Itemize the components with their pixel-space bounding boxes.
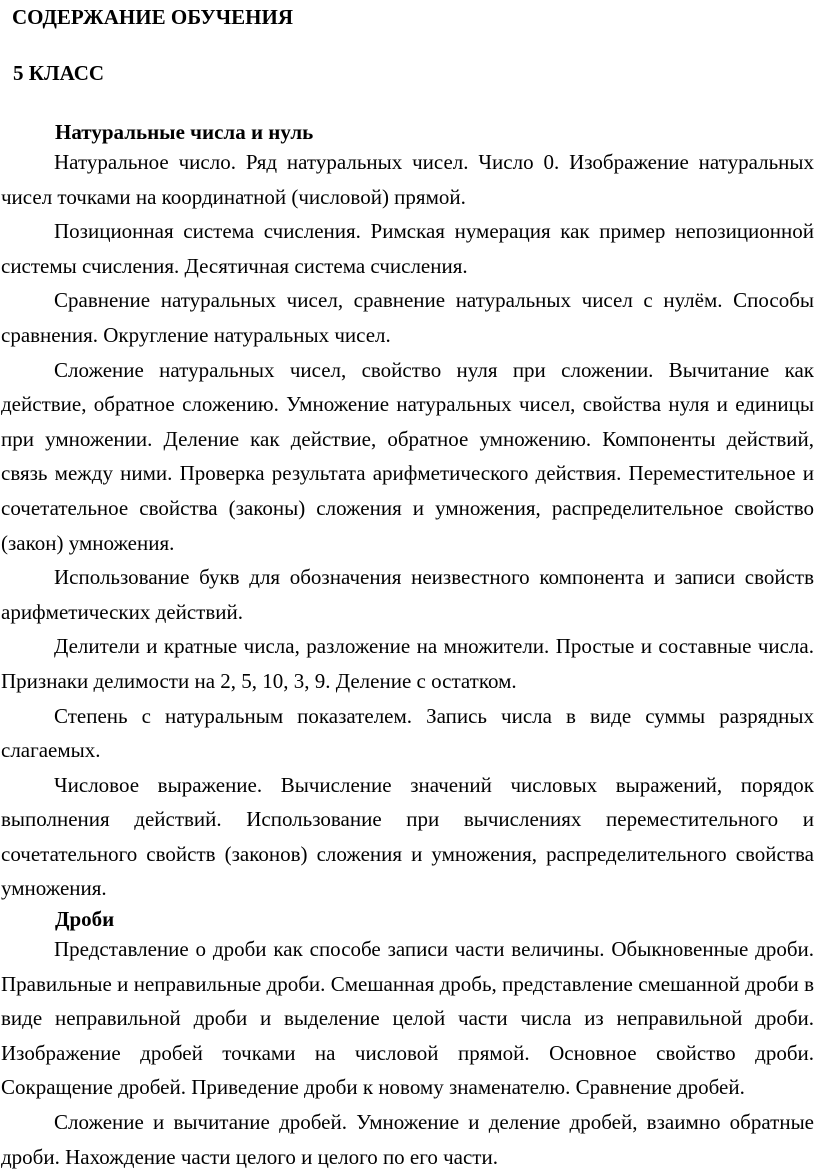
paragraph: Натуральное число. Ряд натуральных чисел. Число 0. Изображение натуральных чисел точками на координатной (числовой) прямой. [1, 150, 814, 209]
paragraph: Числовое выражение. Вычисление значений числовых выражений, порядок выполнения действий. Использование при вычислениях переместительного и сочетательного свойств (законов) сложения и умножения, распределительного свойства умножения. [1, 772, 814, 901]
paragraph: Сложение и вычитание дробей. Умножение и деление дробей, взаимно обратные дроби. Нахождение части целого и целого по его части. [1, 1110, 814, 1169]
paragraph: Делители и кратные числа, разложение на множители. Простые и составные числа. Признаки делимости на 2, 5, 10, 3, 9. Деление с остатком. [1, 634, 814, 693]
paragraph: Степень с натуральным показателем. Запись числа в виде суммы разрядных слагаемых. [1, 703, 814, 763]
paragraph: Использование букв для обозначения неизвестного компонента и записи свойств арифметических действий. [1, 565, 814, 624]
paragraph: Сравнение натуральных чисел, сравнение натуральных чисел с нулём. Способы сравнения. Округление натуральных чисел. [1, 288, 814, 347]
paragraph: Позиционная система счисления. Римская нумерация как пример непозиционной системы счисления. Десятичная система счисления. [1, 219, 814, 278]
section-heading-natural-numbers: Натуральные числа и нуль [55, 120, 314, 144]
grade-heading: 5 КЛАСС [13, 61, 105, 85]
paragraph: Представление о дроби как способе записи части величины. Обыкновенные дроби. Правильные и неправильные дроби. Смешанная дробь, представление смешанной дроби в виде неправильной дроби и выделение целой части числа из неправильной дроби. Изображение дробей точками на числовой прямой. Основное свойство дроби. Сокращение дробей. Приведение дроби к новому знаменателю. Сравнение дробей. [1, 937, 814, 1100]
section-heading-fractions: Дроби [55, 907, 115, 932]
paragraph: Сложение натуральных чисел, свойство нуля при сложении. Вычитание как действие, обратное сложению. Умножение натуральных чисел, свойства нуля и единицы при умножении. Деление как действие, обратное умножению. Компоненты действий, связь между ними. Проверка результата арифметического действия. Переместительное и сочетательное свойства (законы) сложения и умножения, распределительное свойство (закон) умножения. [1, 357, 814, 555]
document-title: СОДЕРЖАНИЕ ОБУЧЕНИЯ [12, 5, 293, 29]
